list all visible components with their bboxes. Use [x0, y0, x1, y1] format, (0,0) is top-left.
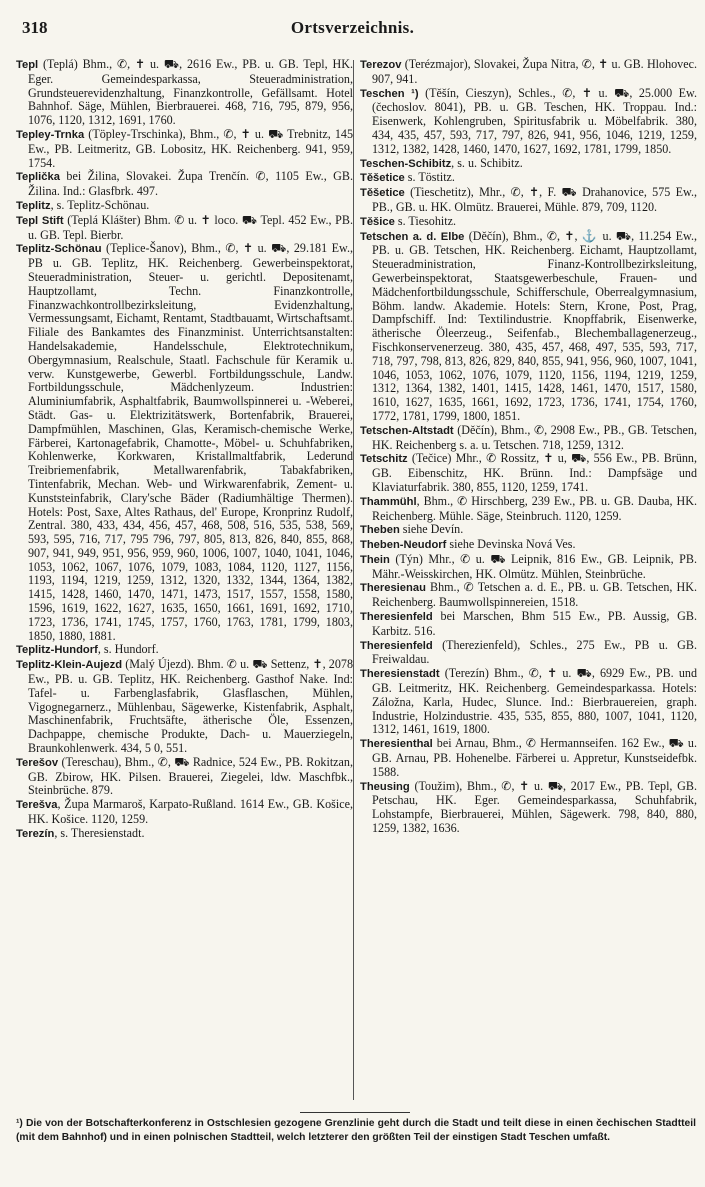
entry-text: (Teplá Klášter) Bhm. ✆ u. ✝ loco. ⛟ Tepl. 452 Ew., PB. u. GB. Tepl. Bierbr.	[28, 212, 353, 242]
entry-text: , Župa Marmaroš, Karpato-Rußland. 1614 Ew., GB. Košice, HK. Košice. 1120, 1259.	[28, 797, 353, 827]
entry-text: (Terezín) Bhm., ✆, ✝ u. ⛟, 6929 Ew., PB. und GB. Leitmeritz, HK. Reichenberg. Gemeindesparkassa. Hotels: Záložna, Karla, Hudec, Slunce. Ind.: Bierbrauereien, graph. Industrie, Holzindustrie. 435, 535, 855, 880, 1007, 1041, 1120, 1312, 1461, 1619, 1800.	[372, 666, 697, 737]
directory-entry	[360, 87, 697, 157]
directory-entry	[360, 452, 697, 494]
entry-text: (Děčín), Bhm., ✆, 2908 Ew., PB., GB. Tetschen, HK. Reichenberg s. a. u. Tetschen. 718, 1259, 1312.	[372, 422, 697, 452]
entry-term: Teplitz-Klein-Aujezd	[16, 659, 123, 672]
page-title: Ortsverzeichnis.	[290, 18, 415, 37]
directory-entry	[360, 186, 697, 215]
entry-text: (Tečice) Mhr., ✆ Rossitz, ✝ u, ⛟, 556 Ew., PB. Brünn, GB. Eibenschitz, HK. Brünn. Ind.: Dampfsäge und Klaviaturfabrik. 380, 855, 1120, 1259, 1741.	[372, 451, 697, 494]
directory-entry	[16, 643, 353, 658]
entry-text: bei Žilina, Slovakei. Župa Trenčín. ✆, 1105 Ew., GB. Žilina. Ind.: Glasfbrk. 497.	[28, 169, 353, 199]
entry-text: (Těšín, Cieszyn), Schles., ✆, ✝ u. ⛟, 25.000 Ew. (čechoslov. 8041), PB. u. GB. Teschen, HK. Troppau. Ind.: Eisenwerk, Kohlengruben, Spiritusfabrik u. Möbelfabrik. 380, 434, 435, 457, 593, 717, 797, 826, 941, 956, 1046, 1219, 1259, 1312, 1382, 1428, 1460, 1470, 1627, 1692, 1781, 1799, 1850.	[372, 85, 697, 156]
entry-term: Thammühl	[360, 495, 417, 508]
directory-entry	[16, 756, 353, 798]
directory-entry	[360, 553, 697, 582]
entry-term: Theusing	[360, 780, 410, 793]
entry-term: Teplitz-Schönau	[16, 243, 102, 256]
entry-text: (Teplice-Šanov), Bhm., ✆, ✝ u. ⛟, 29.181 Ew., PB u. GB. Teplitz, HK. Reichenberg. Gewerbeinspektorat, Steueradministration, Steuer- u. gerichtl. Depositenamt, Hauptzollamt, Techn. Finanzkontrolle, Finanzwachkontrollbezirksleitung, Evidenzhaltung, Vermessungsamt, Eichamt, Rentamt, Stadtbauamt, Wirtschaftsamt. Filiale des Bankamtes des Finanzminist. Unterrichtsanstalten: Handelsakademie, Handelsschule, Elektrotechnikum, Obergymnasium, Realschule, Staatl. Fachschule für Keramik u. verw. Kunstgewerbe, Gewerbl. Fortbildungsschule, Landw. Fortbildungsschule, Mädchenlyzeum. Industrien: Aluminiumfabrik, Asphaltfabrik, Baumwollspinnerei u. -Weberei, Städt. Gas- u. Elektrizitätswerk, Bortenfabrik, Brauerei, Dampfmühlen, Maschinen, Glas, Keramisch-chemische Werke, Färberei, Kartonagefabrik, Chamotte-, Möbel- u. Schuhfabriken, Kohlenwerke, Korkwaren, Kristallmaltfabrik, Lederund Treibriemenfabrik, Metallwarenfabrik, Tabakfabriken, Tintenfabrik, Mechan. Web- und Wirkwarenfabrik, Zement- u. Kunststeinfabrik, Clary'sche Bäder (Radiumhältige Thermen). Hotels: Post, Saxe, Altes Rathaus, del' Europe, Kronprinz Rudolf, Zentral. 380, 433, 434, 456, 457, 468, 508, 516, 535, 538, 569, 593, 595, 716, 717, 795 796, 797, 805, 813, 826, 840, 855, 868, 907, 941, 949, 951, 956, 959, 960, 1006, 1007, 1040, 1041, 1046, 1053, 1062, 1067, 1076, 1079, 1083, 1084, 1120, 1127, 1156, 1193, 1194, 1219, 1259, 1312, 1320, 1332, 1344, 1364, 1382, 1415, 1428, 1460, 1470, 1471, 1473, 1517, 1557, 1558, 1580, 1596, 1619, 1622, 1627, 1635, 1650, 1661, 1691, 1692, 1710, 1723, 1736, 1741, 1745, 1757, 1760, 1763, 1781, 1799, 1803, 1850, 1880, 1881.	[28, 241, 353, 643]
directory-entry	[360, 780, 697, 836]
entry-term: Theresienstadt	[360, 668, 440, 681]
entry-text: (Therezienfeld), Schles., 275 Ew., PB u. GB. Freiwaldau.	[372, 637, 697, 667]
entry-term: Tetschen a. d. Elbe	[360, 230, 465, 243]
entry-term: Theresienfeld	[360, 611, 433, 624]
directory-entry	[16, 798, 353, 827]
directory-entry	[360, 523, 697, 538]
entry-term: Theben	[360, 524, 400, 537]
directory-entry	[360, 424, 697, 453]
directory-entry	[16, 58, 353, 128]
page-header	[0, 0, 705, 44]
directory-entry	[360, 581, 697, 610]
entry-text: (Teplá) Bhm., ✆, ✝ u. ⛟, 2616 Ew., PB. u. GB. Tepl, HK. Eger. Gemeindesparkassa, Steueradministration, Grundsteuerevidenzhaltung, Finanzkontrolle, Gefällsamt. Hotel Bahnhof. Säge, Mühlen, Bierbrauerei. 468, 716, 795, 879, 956, 1076, 1120, 1312, 1691, 1760.	[28, 57, 353, 128]
directory-entry	[16, 827, 353, 842]
directory-entry	[16, 128, 353, 170]
directory-entry	[360, 538, 697, 553]
entry-term: Těšetice	[360, 187, 405, 200]
entry-text: bei Arnau, Bhm., ✆ Hermannseifen. 162 Ew., ⛟ u. GB. Arnau, PB. Hohenelbe. Färberei u. Appretur, Kunstseidefbk. 1588.	[372, 736, 697, 779]
left-column	[16, 58, 353, 842]
entry-text: (Děčín), Bhm., ✆, ✝, ⚓ u. ⛟, 11.254 Ew., PB. u. GB. Tetschen, HK. Reichenberg. Eichamt, Hauptzollamt, Steueradministration, Finanz-Kontrollbezirksleitung, Gewerbeinspektorat, Staatsgewerbeschule, Frauen- und Mädchenfortbildungsschule, Schifferschule, Oberrealgymnasium, Böhm. landw. Akademie. Hotels: Stern, Krone, Post, Prag, Dampfschiff. Ind: Textilindustrie. Knopffabrik, Eisenwerke, ätherische Öleerzeug., Seifenfab., Blechemballagenerzeug., Fischkonservenerzeug. 380, 435, 457, 468, 497, 535, 593, 717, 718, 797, 798, 813, 826, 829, 840, 855, 941, 956, 960, 1007, 1041, 1046, 1053, 1062, 1076, 1079, 1120, 1156, 1194, 1219, 1259, 1312, 1364, 1382, 1401, 1415, 1428, 1461, 1470, 1517, 1580, 1610, 1627, 1635, 1661, 1692, 1723, 1736, 1741, 1754, 1760, 1772, 1781, 1799, 1800, 1851.	[372, 228, 697, 423]
entry-text: , s. Hundorf.	[97, 642, 159, 657]
entry-term: Tetschitz	[360, 453, 408, 466]
directory-entry	[16, 170, 353, 199]
directory-entry	[360, 58, 697, 87]
entry-text: s. Töstitz.	[404, 170, 455, 185]
entry-term: Tepl Stift	[16, 214, 64, 227]
directory-entry	[360, 230, 697, 424]
entry-text: (Tieschetitz), Mhr., ✆, ✝, F. ⛟ Drahanovice, 575 Ew., PB., GB. u. HK. Olmütz. Brauerei, Mühle. 879, 709, 1120.	[372, 185, 697, 214]
entry-term: Teschen-Schibitz	[360, 157, 452, 170]
entry-text: s. Tiesohitz.	[394, 213, 457, 228]
entry-term: Theresienau	[360, 582, 426, 595]
entry-term: Teplička	[16, 171, 60, 184]
entry-text: , s. Theresienstadt.	[54, 825, 145, 840]
entry-term: Tetschen-Altstadt	[360, 424, 454, 437]
entry-term: Thein	[360, 553, 390, 566]
entry-term: Těšice	[360, 215, 395, 228]
entry-term: Tepley-Trnka	[16, 128, 85, 141]
directory-entry	[360, 171, 697, 186]
entry-term: Theresienthal	[360, 738, 433, 751]
entry-term: Theresienfeld	[360, 639, 433, 652]
entry-term: Theben-Neudorf	[360, 539, 447, 552]
entry-term: Terešov	[16, 756, 59, 769]
entry-text: Bhm., ✆ Tetschen a. d. E., PB. u. GB. Tetschen, HK. Reichenberg. Baumwollspinnereien, 1518.	[372, 580, 697, 610]
entry-text: (Töpley-Trschinka), Bhm., ✆, ✝ u. ⛟ Trebnitz, 145 Ew., PB. Leitmeritz, GB. Lobositz, HK. Reichenberg. 941, 959, 1754.	[28, 126, 353, 170]
directory-entry	[360, 639, 697, 668]
footnote-rule	[300, 1112, 410, 1113]
directory-entry	[360, 737, 697, 779]
page-number: 318	[22, 18, 48, 37]
entry-term: Teplitz	[16, 199, 51, 212]
entry-text: , s. u. Schibitz.	[451, 155, 523, 170]
entry-term: Terešva	[16, 799, 58, 812]
directory-entry	[16, 242, 353, 643]
entry-text: , s. Teplitz-Schönau.	[50, 197, 150, 212]
entry-term: Těšetice	[360, 172, 405, 185]
footnote: ¹) Die von der Botschafterkonferenz in Ostschlesien gezogene Grenzlinie geht durch die Stadt und teilt diese in einen čechischen Stadtteil (mit dem Bahnhof) und in einen polnischen Stadtteil, welch letzterer den größten Teil der einstigen Stadt Teschen umfaßt.	[16, 1118, 696, 1143]
entry-text: (Malý Újezd). Bhm. ✆ u. ⛟ Settenz, ✝, 2078 Ew., PB. u. GB. Teplitz, HK. Reichenberg. Gasthof Nake. Ind: Tafel- u. Farbenglasfabrik, Glasflaschen, Mühlen, Vigognegarnerz., Mühlenbau, Sägewerke, Kistenfabrik, Asphalt, Maschinenfabrik, Fruchtsäfte, ätherische Öle, Essenzen, Dachpappe, chemische Produkte, Dach- u. Mauerziegeln, Braunkohlenwerk. 434, 5 0, 551.	[28, 657, 353, 756]
entry-text: siehe Devín.	[399, 522, 464, 537]
entry-term: Teschen ¹)	[360, 87, 419, 100]
entry-term: Terezín	[16, 827, 55, 840]
entry-text: (Toužim), Bhm., ✆, ✝ u. ⛟, 2017 Ew., PB. Tepl, GB. Petschau, HK. Eger. Gemeindesparkassa, Schuhfabrik, Lohstampfe, Bierbrauerei, Mühlen, Sägewerk. 798, 840, 880, 1259, 1382, 1636.	[372, 778, 697, 836]
entry-text: (Tereschau), Bhm., ✆, ⛟ Radnice, 524 Ew., PB. Rokitzan, GB. Zbirow, HK. Pilsen. Brauerei, Ziegelei, ldw. Maschfbk., Steinbrüche. 879.	[28, 754, 353, 798]
entry-term: Teplitz-Hundorf	[16, 644, 98, 657]
directory-entry	[360, 495, 697, 524]
entry-text: bei Marschen, Bhm 515 Ew., PB. Aussig, GB. Karbitz. 516.	[372, 609, 697, 638]
entry-text: , Bhm., ✆ Hirschberg, 239 Ew., PB. u. GB. Dauba, HK. Reichenberg. Mühle. Säge, Steinbruch. 1120, 1259.	[372, 493, 697, 523]
entry-term: Terezov	[360, 59, 402, 71]
directory-entry	[16, 658, 353, 756]
directory-entry	[360, 215, 697, 230]
entry-term: Tepl	[16, 59, 39, 71]
entry-text: siehe Devinska Nová Ves.	[446, 537, 576, 552]
entry-text: (Terézmajor), Slovakei, Župa Nitra, ✆, ✝ u. GB. Hlohovec. 907, 941.	[372, 57, 697, 86]
directory-entry	[16, 214, 353, 243]
column-divider	[353, 60, 354, 1100]
entry-text: (Týn) Mhr., ✆ u. ⛟ Leipnik, 816 Ew., GB. Leipnik, PB. Mähr.-Weisskirchen, HK. Olmütz. Mühlen, Steinbrüche.	[372, 551, 697, 581]
directory-entry	[360, 157, 697, 172]
directory-entry	[360, 667, 697, 737]
directory-entry	[16, 199, 353, 214]
right-column	[360, 58, 697, 836]
directory-entry	[360, 610, 697, 639]
